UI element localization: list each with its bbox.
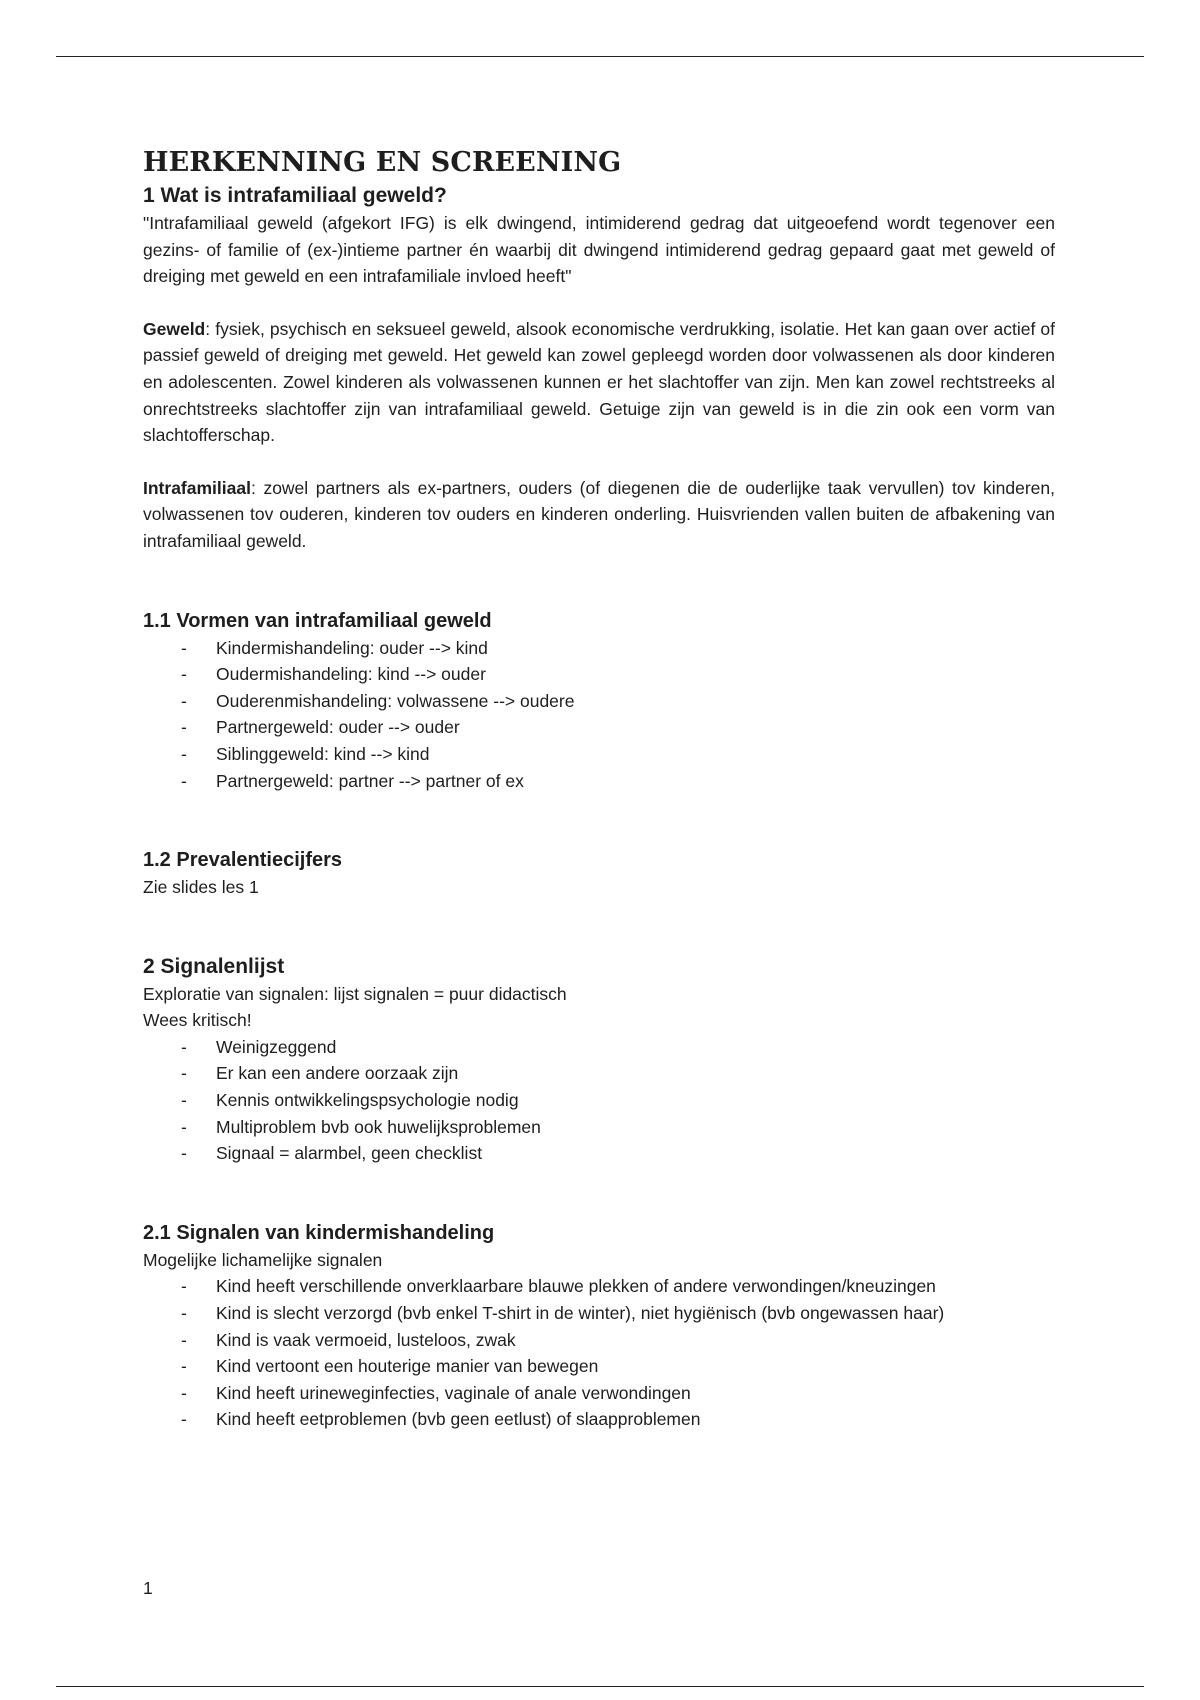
list-item-text: Weinigzeggend [216,1036,337,1057]
list-item [143,1087,1055,1114]
dash-bullet: - [181,1276,187,1297]
section-1-1-heading: 1.1 Vormen van intrafamiliaal geweld [143,609,492,632]
list-item-text: Kindermishandeling: ouder --> kind [216,637,488,658]
list-item [143,1327,1055,1354]
spacer [143,901,1055,953]
spacer [143,555,1055,607]
lichamelijke-signalen-intro: Mogelijke lichamelijke signalen [143,1249,383,1270]
spacer [143,794,1055,846]
dash-bullet: - [181,1116,187,1137]
list-item-text: Kind vertoont een houterige manier van bewegen [216,1356,599,1377]
dash-bullet: - [181,1036,187,1057]
list-item [143,1273,1055,1300]
list-item-text: Ouderenmishandeling: volwassene --> oudere [216,690,575,711]
dash-bullet: - [181,717,187,738]
dash-bullet: - [181,1143,187,1164]
prevalentie-text: Zie slides les 1 [143,877,259,898]
signalen-line-2: Wees kritisch! [143,1010,252,1031]
dash-bullet: - [181,1090,187,1111]
list-item-text: Kind heeft eetproblemen (bvb geen eetlust) of slaapproblemen [216,1409,701,1430]
list-item-text: Partnergeweld: ouder --> ouder [216,717,460,738]
footer-rule [56,1686,1144,1687]
list-item-text: Kind is slecht verzorgd (bvb enkel T-shirt in de winter), niet hygiënisch (bvb ongewassen haar) [216,1303,945,1324]
intrafamiliaal-paragraph [143,475,1055,555]
header-rule [56,56,1144,57]
dash-bullet: - [181,1303,187,1324]
definition-quote: "Intrafamiliaal geweld (afgekort IFG) is elk dwingend, intimiderend gedrag dat uitgeoefend wordt tegenover een gezins- of familie of (ex-)intieme partner én waarbij dit dwingend intimiderend gedrag gepaard gaat met geweld of dreiging met geweld en een intrafamiliale invloed heeft" [143,213,1055,287]
list-item-text: Kind heeft urineweginfecties, vaginale of anale verwondingen [216,1382,691,1403]
signalen-list [143,1034,1055,1167]
dash-bullet: - [181,1063,187,1084]
intrafamiliaal-text: : zowel partners als ex-partners, ouders (of diegenen die de ouderlijke taak vervullen) tov kinderen, volwassenen tov ouderen, kinderen tov ouders en kinderen onderling. Huisvrienden vallen buiten de afbakening van intrafamiliaal geweld. [143,477,1055,551]
spacer [143,290,1055,316]
list-item [143,635,1055,662]
list-item [143,688,1055,715]
list-item [143,741,1055,768]
intrafamiliaal-term: Intrafamiliaal [143,477,251,498]
kindermishandeling-list [143,1273,1055,1433]
spacer [143,449,1055,475]
list-item [143,768,1055,795]
dash-bullet: - [181,1356,187,1377]
list-item-text: Oudermishandeling: kind --> ouder [216,664,486,685]
list-item-text: Partnergeweld: partner --> partner of ex [216,770,524,791]
list-item [143,1114,1055,1141]
dash-bullet: - [181,743,187,764]
dash-bullet: - [181,770,187,791]
list-item [143,1380,1055,1407]
section-2-heading: 2 Signalenlijst [143,954,285,978]
dash-bullet: - [181,1409,187,1430]
list-item [143,1406,1055,1433]
list-item [143,1300,1055,1327]
section-1-heading: 1 Wat is intrafamiliaal geweld? [143,184,447,207]
dash-bullet: - [181,637,187,658]
geweld-text: : fysiek, psychisch en seksueel geweld, alsook economische verdrukking, isolatie. Het kan gaan over actief of passief geweld of dreiging met geweld. Het geweld kan zowel gepleegd worden door volwassenen als door kinderen en adolescenten. Zowel kinderen als volwassenen kunnen er het slachtoffer van zijn. Men kan zowel rechtstreeks al onrechtstreeks slachtoffer zijn van intrafamiliaal geweld. Getuige zijn van geweld is in die zin ook een vorm van slachtofferschap. [143,318,1055,446]
vormen-list [143,635,1055,795]
spacer [143,1167,1055,1219]
list-item [143,1034,1055,1061]
list-item [143,714,1055,741]
section-2-1-heading: 2.1 Signalen van kindermishandeling [143,1221,495,1244]
list-item-text: Signaal = alarmbel, geen checklist [216,1143,483,1164]
geweld-term: Geweld [143,318,206,339]
list-item-text: Kind heeft verschillende onverklaarbare blauwe plekken of andere verwondingen/kneuzingen [216,1276,936,1297]
signalen-line-1: Exploratie van signalen: lijst signalen = puur didactisch [143,983,567,1004]
document-body [143,146,1055,1433]
dash-bullet: - [181,1382,187,1403]
list-item [143,661,1055,688]
list-item-text: Multiproblem bvb ook huwelijksproblemen [216,1116,541,1137]
list-item-text: Siblinggeweld: kind --> kind [216,743,430,764]
list-item-text: Kind is vaak vermoeid, lusteloos, zwak [216,1329,516,1350]
geweld-paragraph [143,316,1055,449]
document-title: HERKENNING EN SCREENING [143,147,622,178]
dash-bullet: - [181,664,187,685]
list-item-text: Er kan een andere oorzaak zijn [216,1063,459,1084]
list-item [143,1060,1055,1087]
dash-bullet: - [181,690,187,711]
page-number: 1 [143,1578,153,1598]
list-item [143,1353,1055,1380]
list-item [143,1140,1055,1167]
list-item-text: Kennis ontwikkelingspsychologie nodig [216,1090,519,1111]
section-1-2-heading: 1.2 Prevalentiecijfers [143,849,343,872]
dash-bullet: - [181,1329,187,1350]
